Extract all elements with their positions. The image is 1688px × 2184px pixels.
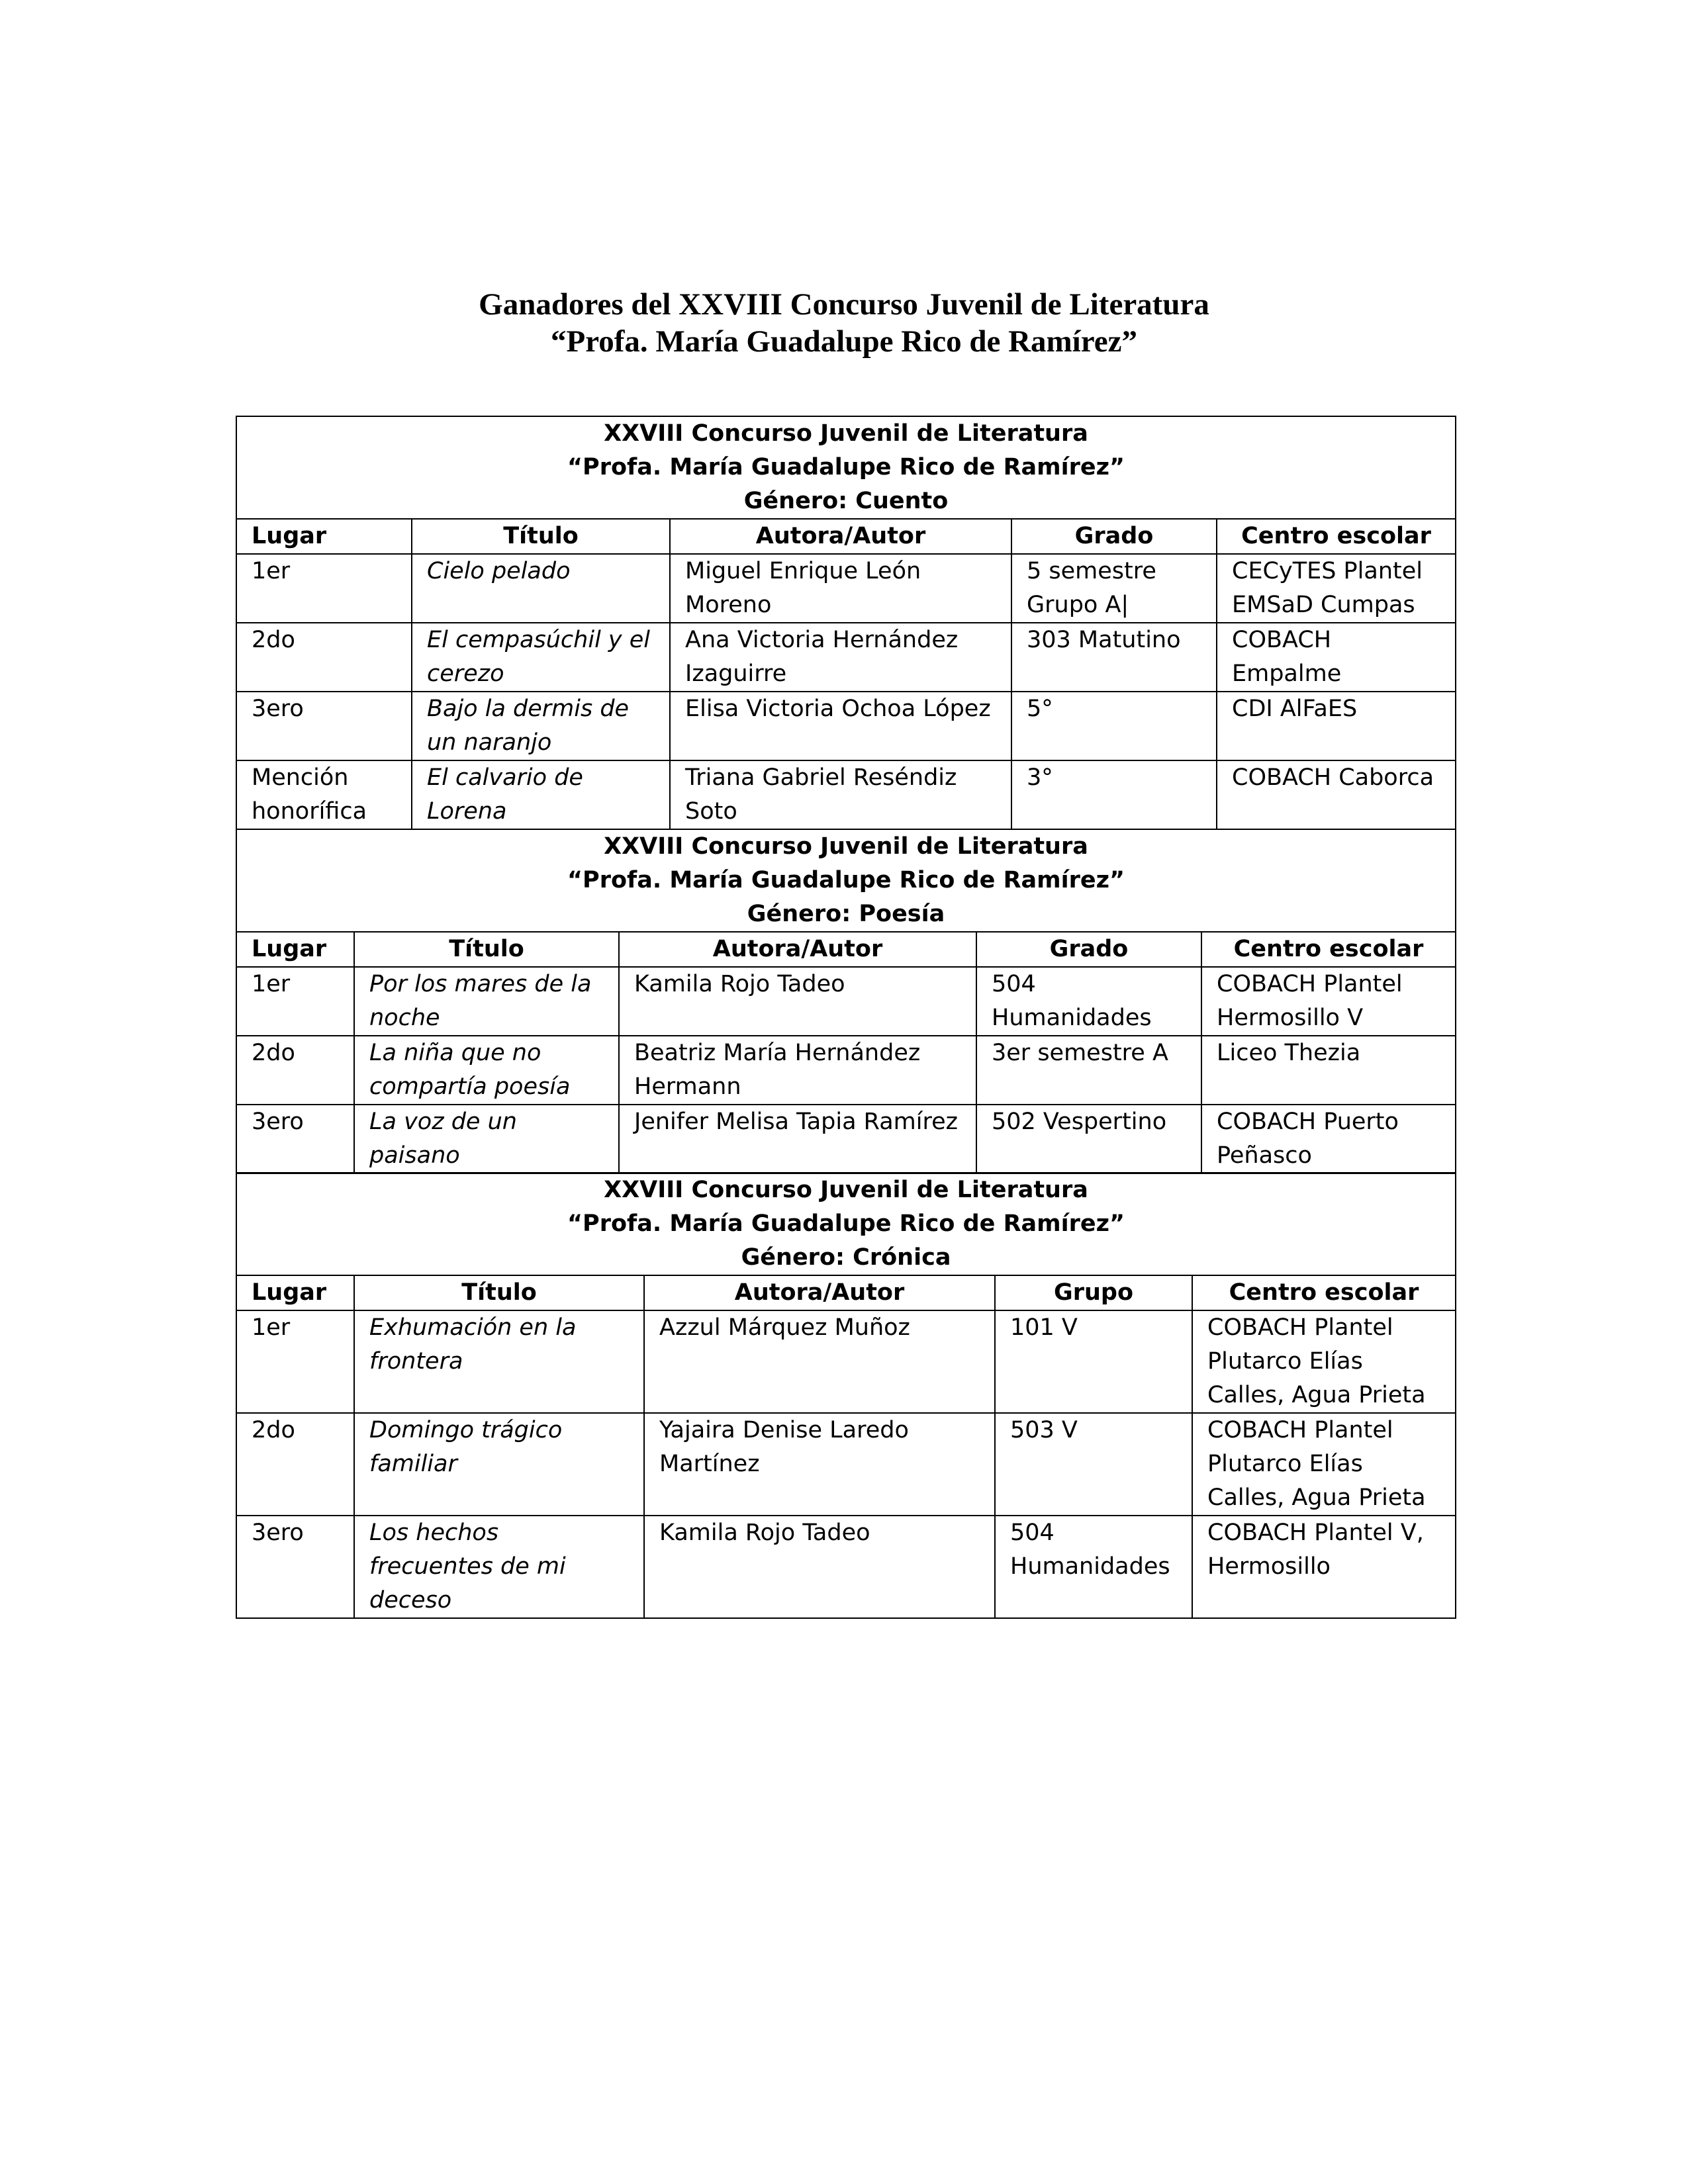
cell-titulo: Bajo la dermis de un naranjo <box>412 692 670 760</box>
genre-label: Género: Poesía <box>747 901 945 927</box>
column-header-grado: Grado <box>976 932 1201 967</box>
cell-titulo: Domingo trágico familiar <box>354 1413 644 1516</box>
cell-grado: 504 Humanidades <box>976 967 1201 1036</box>
table-row <box>236 554 1456 623</box>
cell-grado: 303 Matutino <box>1011 623 1217 692</box>
table-heading <box>236 1173 1456 1275</box>
cell-centro: CDI AlFaES <box>1217 692 1456 760</box>
column-header-lugar: Lugar <box>236 1275 354 1310</box>
column-header-centro: Centro escolar <box>1201 932 1456 967</box>
cell-autor: Azzul Márquez Muñoz <box>644 1310 995 1413</box>
cell-lugar: 2do <box>236 1413 354 1516</box>
cell-lugar: 1er <box>236 967 354 1036</box>
cell-centro: COBACH Caborca <box>1217 760 1456 829</box>
cell-autor: Ana Victoria Hernández Izaguirre <box>670 623 1011 692</box>
contest-honoree: “Profa. María Guadalupe Rico de Ramírez” <box>567 867 1125 893</box>
cell-titulo: Por los mares de la noche <box>354 967 619 1036</box>
cell-autor: Jenifer Melisa Tapia Ramírez <box>619 1105 976 1173</box>
cell-centro: COBACH Empalme <box>1217 623 1456 692</box>
table-heading-row <box>236 416 1456 519</box>
cell-autor: Triana Gabriel Reséndiz Soto <box>670 760 1011 829</box>
table-heading <box>236 829 1456 932</box>
cell-autor: Kamila Rojo Tadeo <box>619 967 976 1036</box>
contest-name: XXVIII Concurso Juvenil de Literatura <box>604 833 1088 860</box>
table-heading <box>236 416 1456 519</box>
document-title-line-2: “Profa. María Guadalupe Rico de Ramírez” <box>551 324 1137 359</box>
cell-titulo: Cielo pelado <box>412 554 670 623</box>
cell-lugar: 1er <box>236 554 412 623</box>
contest-name: XXVIII Concurso Juvenil de Literatura <box>604 1177 1088 1203</box>
poesia-winners-table <box>236 829 1456 1174</box>
table-row <box>236 1516 1456 1618</box>
genre-label: Género: Cuento <box>743 488 949 514</box>
genre-label: Género: Crónica <box>741 1244 951 1271</box>
cell-autor: Beatriz María Hernández Hermann <box>619 1036 976 1105</box>
cell-titulo: El cempasúchil y el cerezo <box>412 623 670 692</box>
cell-centro: COBACH Plantel V, Hermosillo <box>1192 1516 1456 1618</box>
cell-autor: Miguel Enrique León Moreno <box>670 554 1011 623</box>
cell-lugar: 2do <box>236 1036 354 1105</box>
table-row <box>236 1036 1456 1105</box>
column-header-lugar: Lugar <box>236 519 412 554</box>
cell-centro: CECyTES Plantel EMSaD Cumpas <box>1217 554 1456 623</box>
cell-grado: 3° <box>1011 760 1217 829</box>
cronica-winners-table <box>236 1172 1456 1619</box>
column-header-centro: Centro escolar <box>1217 519 1456 554</box>
cell-autor: Elisa Victoria Ochoa López <box>670 692 1011 760</box>
cell-centro: COBACH Plantel Plutarco Elías Calles, Agua Prieta <box>1192 1413 1456 1516</box>
contest-name: XXVIII Concurso Juvenil de Literatura <box>604 420 1088 447</box>
cell-centro: COBACH Plantel Hermosillo V <box>1201 967 1456 1036</box>
table-heading-row <box>236 829 1456 932</box>
cell-centro: Liceo Thezia <box>1201 1036 1456 1105</box>
cell-grado: 5 semestre Grupo A| <box>1011 554 1217 623</box>
cuento-winners-table <box>236 416 1456 830</box>
column-header-autor: Autora/Autor <box>644 1275 995 1310</box>
cell-autor: Kamila Rojo Tadeo <box>644 1516 995 1618</box>
table-heading-row <box>236 1173 1456 1275</box>
cell-grado: 5° <box>1011 692 1217 760</box>
cell-lugar: 3ero <box>236 692 412 760</box>
cell-lugar: Mención honorífica <box>236 760 412 829</box>
cell-grado: 502 Vespertino <box>976 1105 1201 1173</box>
cell-grupo: 504 Humanidades <box>995 1516 1192 1618</box>
cell-lugar: 1er <box>236 1310 354 1413</box>
contest-honoree: “Profa. María Guadalupe Rico de Ramírez” <box>567 1210 1125 1237</box>
table-row <box>236 967 1456 1036</box>
column-header-lugar: Lugar <box>236 932 354 967</box>
column-header-titulo: Título <box>354 932 619 967</box>
cell-grado: 3er semestre A <box>976 1036 1201 1105</box>
document-title-line-1: Ganadores del XXVIII Concurso Juvenil de Literatura <box>479 287 1209 322</box>
cell-centro: COBACH Puerto Peñasco <box>1201 1105 1456 1173</box>
cell-lugar: 3ero <box>236 1516 354 1618</box>
column-header-autor: Autora/Autor <box>670 519 1011 554</box>
cell-lugar: 2do <box>236 623 412 692</box>
column-header-centro: Centro escolar <box>1192 1275 1456 1310</box>
table-row <box>236 692 1456 760</box>
column-header-grupo: Grupo <box>995 1275 1192 1310</box>
cell-grupo: 101 V <box>995 1310 1192 1413</box>
table-row <box>236 1310 1456 1413</box>
document-title <box>0 286 1688 360</box>
column-header-autor: Autora/Autor <box>619 932 976 967</box>
column-header-titulo: Título <box>412 519 670 554</box>
contest-honoree: “Profa. María Guadalupe Rico de Ramírez” <box>567 454 1125 480</box>
column-header-row <box>236 519 1456 554</box>
table-row <box>236 1413 1456 1516</box>
cell-titulo: Exhumación en la frontera <box>354 1310 644 1413</box>
cell-titulo: La niña que no compartía poesía <box>354 1036 619 1105</box>
table-row <box>236 760 1456 829</box>
table-row <box>236 623 1456 692</box>
cell-titulo: Los hechos frecuentes de mi deceso <box>354 1516 644 1618</box>
cell-titulo: El calvario de Lorena <box>412 760 670 829</box>
cell-lugar: 3ero <box>236 1105 354 1173</box>
cell-autor: Yajaira Denise Laredo Martínez <box>644 1413 995 1516</box>
column-header-titulo: Título <box>354 1275 644 1310</box>
cell-titulo: La voz de un paisano <box>354 1105 619 1173</box>
cell-centro: COBACH Plantel Plutarco Elías Calles, Agua Prieta <box>1192 1310 1456 1413</box>
column-header-grado: Grado <box>1011 519 1217 554</box>
table-row <box>236 1105 1456 1173</box>
column-header-row <box>236 932 1456 967</box>
cell-grupo: 503 V <box>995 1413 1192 1516</box>
column-header-row <box>236 1275 1456 1310</box>
